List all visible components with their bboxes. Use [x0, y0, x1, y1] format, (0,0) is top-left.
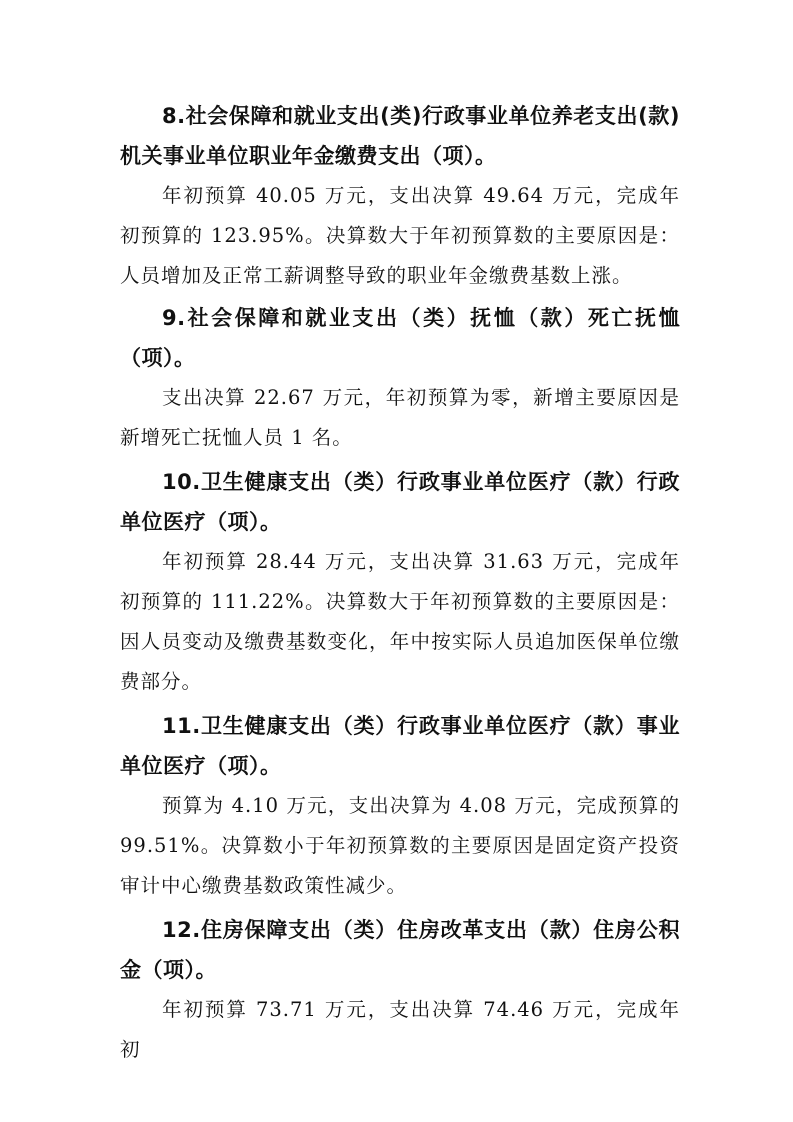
section-body-8: 年初预算 40.05 万元，支出决算 49.64 万元，完成年初预算的 123.95%。决算数大于年初预算数的主要原因是：人员增加及正常工薪调整导致的职业年金缴费基数上涨。	[120, 184, 680, 287]
section-heading-11: 11.卫生健康支出（类）行政事业单位医疗（款）事业单位医疗（项）。	[120, 714, 680, 778]
section-heading-8: 8.社会保障和就业支出(类)行政事业单位养老支出(款)机关事业单位职业年金缴费支出（项）。	[120, 104, 680, 168]
document-content	[120, 96, 680, 1070]
section-body-9: 支出决算 22.67 万元，年初预算为零，新增主要原因是新增死亡抚恤人员 1 名。	[120, 386, 680, 449]
section-heading-10: 10.卫生健康支出（类）行政事业单位医疗（款）行政单位医疗（项）。	[120, 470, 680, 534]
section-body-12: 年初预算 73.71 万元，支出决算 74.46 万元，完成年初	[120, 998, 680, 1061]
section-heading-12: 12.住房保障支出（类）住房改革支出（款）住房公积金（项）。	[120, 918, 680, 982]
section-body-10: 年初预算 28.44 万元，支出决算 31.63 万元，完成年初预算的 111.22%。决算数大于年初预算数的主要原因是：因人员变动及缴费基数变化，年中按实际人员追加医保单位缴费部分。	[120, 550, 680, 693]
section-body-11: 预算为 4.10 万元，支出决算为 4.08 万元，完成预算的 99.51%。决算数小于年初预算数的主要原因是固定资产投资审计中心缴费基数政策性减少。	[120, 794, 680, 897]
section-heading-9: 9.社会保障和就业支出（类）抚恤（款）死亡抚恤（项）。	[120, 306, 680, 370]
